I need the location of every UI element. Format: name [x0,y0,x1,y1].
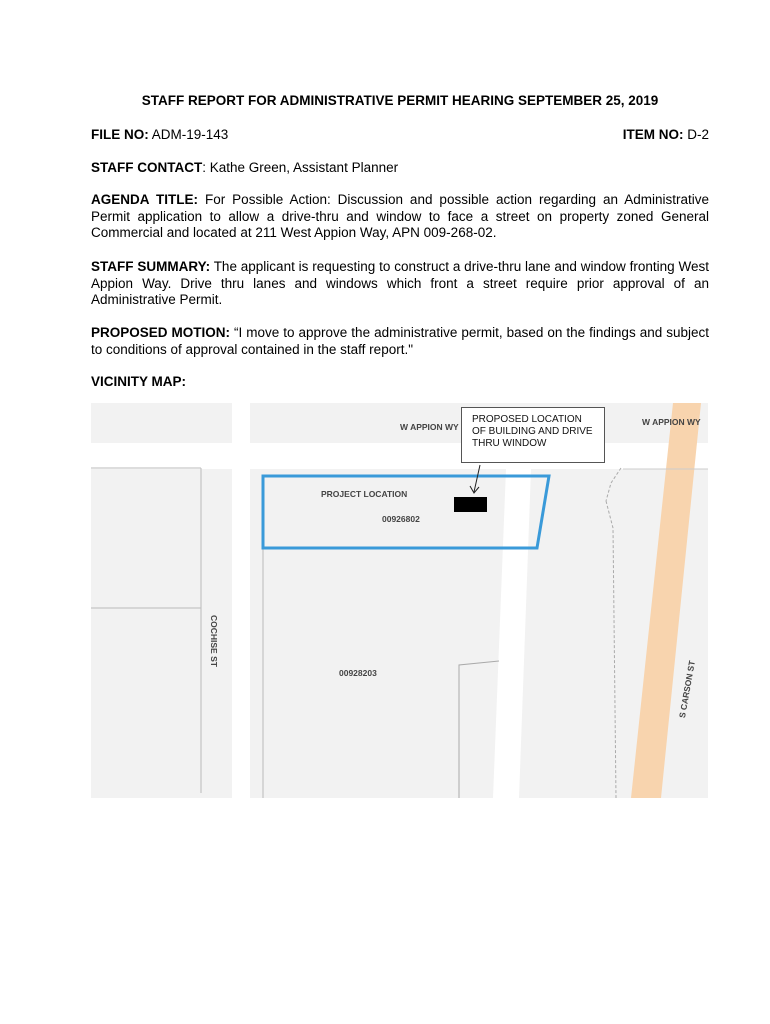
agenda-title [91,192,709,242]
callout-line: PROPOSED LOCATION [472,414,582,425]
file-no-value: ADM-19-143 [151,127,229,142]
proposed-motion [91,325,709,358]
agenda-title-label: AGENDA TITLE: [91,192,198,207]
staff-summary-label: STAFF SUMMARY: [91,259,211,274]
report-title: STAFF REPORT FOR ADMINISTRATIVE PERMIT HEARING SEPTEMBER 25, 2019 [141,93,659,108]
file-no-label: FILE NO: [91,127,149,142]
staff-summary-text: The applicant is requesting to construct a drive-thru lane and window fronting West Appion Way. Drive thru lanes and windows which front a street require prior approval of an Administrative Permit. [91,259,709,307]
staff-contact-value: : Kathe Green, Assistant Planner [202,160,399,175]
proposed-motion-text: “I move to approve the administrative permit, based on the findings and subject to conditions of approval contained in the staff report." [91,325,709,357]
project-location-label: PROJECT LOCATION [321,489,408,499]
parcel-line [606,501,616,798]
parcel-number-project: 00926802 [382,514,420,524]
callout-line: THRU WINDOW [472,438,547,449]
agenda-title-text: For Possible Action: Discussion and possible action regarding an Administrative Permit application to allow a drive-thru and window to face a street on property zoned General Commercial and located at 211 West Appion Way, APN 009-268-02. [91,192,709,240]
staff-contact [91,160,709,177]
parcel-line [459,661,499,798]
road-w-appion [91,443,708,469]
staff-summary [91,259,709,309]
staff-contact-label: STAFF CONTACT [91,160,203,175]
file-row [91,127,709,144]
parcel-number-south: 00928203 [339,668,377,678]
vicinity-map [91,403,708,798]
street-label-w-appion: W APPION WY [642,417,701,427]
road-diagonal [493,469,531,798]
street-label-s-carson: S CARSON ST [677,659,697,719]
proposed-building-marker [454,497,487,512]
proposed-motion-label: PROPOSED MOTION: [91,325,231,340]
item-no [623,127,709,144]
parcel-line [606,468,621,501]
street-label-w-appion: W APPION WY [400,422,459,432]
street-label-cochise: COCHISE ST [209,615,219,667]
callout-line: OF BUILDING AND DRIVE [472,426,593,437]
callout-arrow [474,465,480,492]
vicinity-map-label: VICINITY MAP: [91,374,187,389]
road-cochise [232,403,250,798]
item-no-value: D-2 [687,127,709,142]
proposed-location-callout [461,407,605,463]
map-graphic [91,403,708,798]
item-no-label: ITEM NO: [622,127,684,142]
